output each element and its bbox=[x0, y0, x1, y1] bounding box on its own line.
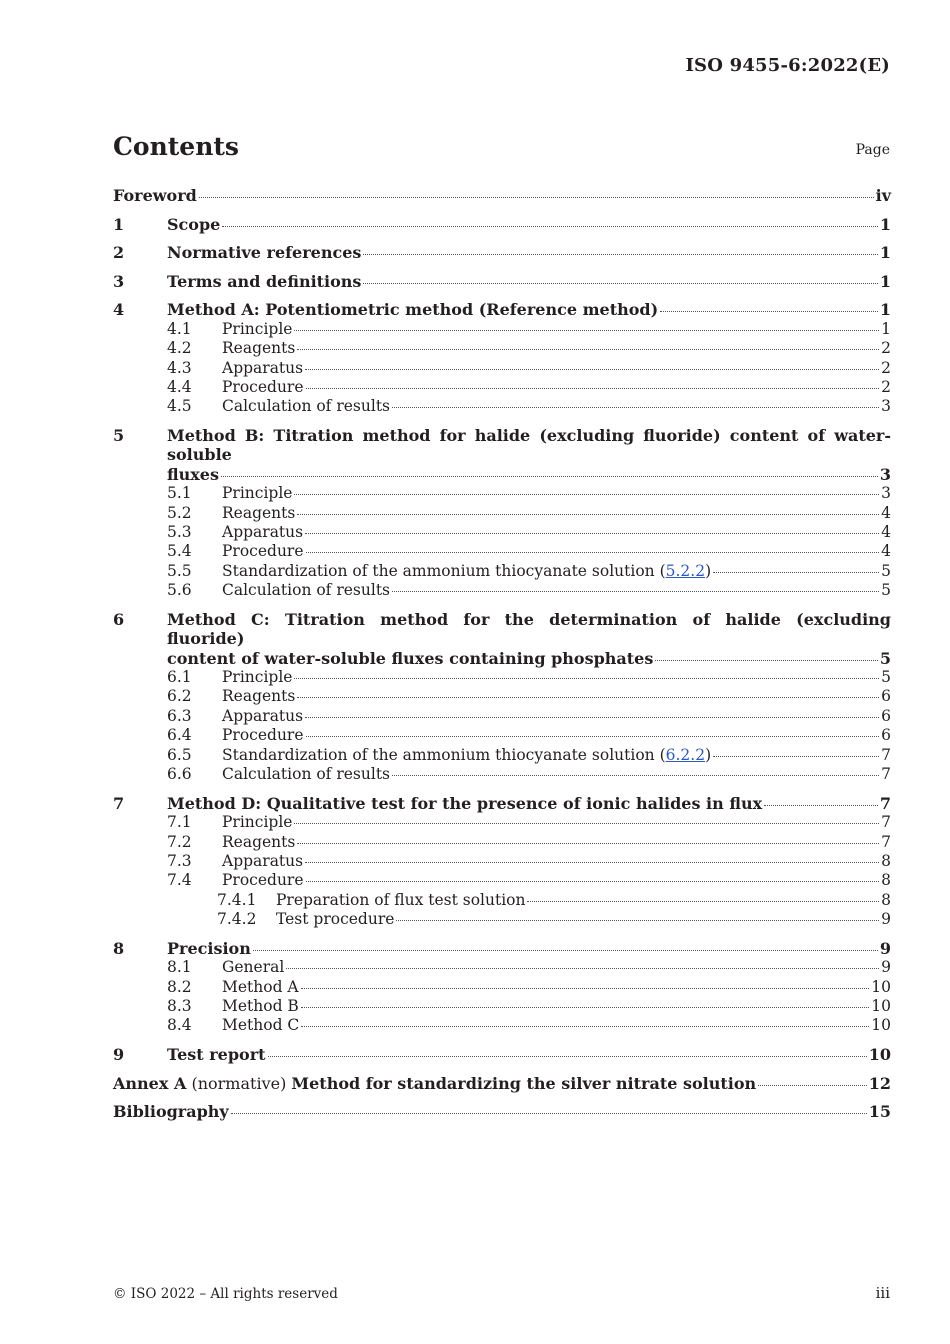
toc-entry-scope[interactable] bbox=[113, 215, 891, 234]
toc-number: 6.1 bbox=[167, 668, 192, 687]
toc-subentry[interactable] bbox=[113, 997, 891, 1016]
annex-label: Annex A bbox=[113, 1073, 187, 1093]
toc-subentry[interactable] bbox=[113, 852, 891, 871]
page-title: Contents bbox=[113, 132, 240, 161]
toc-page: 2 bbox=[881, 358, 891, 377]
document-id: ISO 9455-6:2022(E) bbox=[685, 55, 890, 76]
dot-leader bbox=[301, 988, 870, 989]
toc-subentry[interactable] bbox=[113, 746, 891, 765]
dot-leader bbox=[297, 514, 879, 515]
dot-leader bbox=[222, 226, 878, 227]
toc-title: Preparation of flux test solution bbox=[276, 890, 526, 909]
toc-title: Calculation of results bbox=[222, 765, 391, 784]
toc-page: 5 bbox=[879, 648, 891, 668]
toc-number: 7.4.2 bbox=[217, 910, 257, 929]
toc-title bbox=[222, 746, 711, 765]
dot-leader bbox=[221, 476, 878, 477]
table-of-contents bbox=[113, 186, 891, 1122]
dot-leader bbox=[268, 1056, 867, 1057]
toc-page: 3 bbox=[881, 484, 891, 503]
toc-number: 8.1 bbox=[167, 958, 192, 977]
toc-title-line-2: content of water-soluble fluxes containing phosphates bbox=[167, 648, 654, 668]
toc-page: 9 bbox=[881, 910, 891, 929]
toc-number: 7.2 bbox=[167, 832, 192, 851]
toc-page: 10 bbox=[871, 977, 891, 996]
toc-entry-annex-a[interactable] bbox=[113, 1074, 891, 1093]
annex-title: Method for standardizing the silver nitrate solution bbox=[291, 1073, 757, 1093]
toc-page: 1 bbox=[879, 243, 891, 263]
toc-number: 5.5 bbox=[167, 561, 192, 580]
dot-leader bbox=[392, 775, 879, 776]
toc-subentry[interactable] bbox=[113, 765, 891, 784]
toc-number: 4 bbox=[113, 300, 125, 320]
footer-page-number: iii bbox=[875, 1284, 890, 1302]
toc-number: 6.4 bbox=[167, 726, 192, 745]
toc-entry-method-a[interactable] bbox=[113, 300, 891, 319]
dot-leader bbox=[297, 349, 879, 350]
toc-title: Reagents bbox=[222, 832, 296, 851]
toc-page: 3 bbox=[881, 397, 891, 416]
toc-page: 6 bbox=[881, 726, 891, 745]
toc-number: 8.4 bbox=[167, 1016, 192, 1035]
toc-page: iv bbox=[875, 186, 891, 205]
toc-title-line-2: fluxes bbox=[167, 464, 219, 484]
toc-title: Procedure bbox=[222, 378, 304, 396]
toc-number: 4.4 bbox=[167, 378, 192, 396]
toc-subentry[interactable] bbox=[113, 562, 891, 581]
toc-subentry[interactable] bbox=[113, 581, 891, 600]
toc-subentry[interactable] bbox=[113, 871, 891, 890]
toc-title: Terms and definitions bbox=[167, 271, 362, 291]
toc-number: 4.1 bbox=[167, 319, 192, 338]
toc-page: 7 bbox=[881, 832, 891, 851]
toc-title-line-1: Method C: Titration method for the determination of halide (excluding fluoride) bbox=[167, 609, 891, 649]
toc-title: Foreword bbox=[113, 186, 197, 205]
toc-number: 4.5 bbox=[167, 397, 192, 416]
dot-leader bbox=[363, 254, 877, 255]
dot-leader bbox=[231, 1113, 867, 1114]
toc-subentry[interactable] bbox=[113, 320, 891, 339]
toc-number: 6.3 bbox=[167, 706, 192, 725]
toc-number: 5.1 bbox=[167, 484, 192, 503]
toc-number: 7.4.1 bbox=[217, 890, 257, 909]
toc-number: 6 bbox=[113, 609, 125, 629]
toc-number: 6.2 bbox=[167, 687, 192, 706]
toc-number: 5.3 bbox=[167, 523, 192, 542]
toc-title: Reagents bbox=[222, 503, 296, 522]
toc-title-close: ) bbox=[705, 561, 712, 580]
toc-number: 7 bbox=[113, 793, 125, 813]
dot-leader bbox=[297, 697, 879, 698]
toc-title: Precision bbox=[167, 938, 251, 958]
dot-leader bbox=[392, 591, 879, 592]
dot-leader bbox=[713, 756, 879, 757]
toc-subentry[interactable] bbox=[113, 668, 891, 687]
toc-title: Apparatus bbox=[222, 851, 304, 870]
toc-title: Apparatus bbox=[222, 358, 304, 377]
toc-entry-terms-definitions[interactable] bbox=[113, 272, 891, 291]
toc-subentry[interactable] bbox=[113, 687, 891, 706]
toc-page: 10 bbox=[871, 1016, 891, 1035]
toc-entry-normative-references[interactable] bbox=[113, 243, 891, 262]
dot-leader bbox=[305, 862, 879, 863]
toc-title: Test report bbox=[167, 1044, 266, 1064]
toc-subentry[interactable] bbox=[113, 726, 891, 745]
dot-leader bbox=[392, 407, 879, 408]
toc-page: 4 bbox=[881, 523, 891, 542]
toc-page: 5 bbox=[881, 561, 891, 580]
toc-subentry[interactable] bbox=[113, 504, 891, 523]
toc-entry-precision[interactable] bbox=[113, 939, 891, 958]
dot-leader bbox=[764, 805, 878, 806]
toc-title: Method C bbox=[222, 1016, 300, 1035]
toc-title: Scope bbox=[167, 214, 221, 234]
footer-copyright: © ISO 2022 – All rights reserved bbox=[113, 1286, 338, 1302]
toc-number: 8.2 bbox=[167, 977, 192, 996]
toc-title: Principle bbox=[222, 319, 293, 338]
toc-title bbox=[113, 1074, 756, 1093]
toc-title: Apparatus bbox=[222, 523, 304, 542]
toc-subentry[interactable] bbox=[113, 359, 891, 378]
toc-subentry[interactable] bbox=[113, 813, 891, 832]
toc-entry-bibliography[interactable] bbox=[113, 1102, 891, 1121]
dot-leader bbox=[527, 901, 879, 902]
toc-number: 2 bbox=[113, 243, 125, 263]
toc-title: Procedure bbox=[222, 542, 304, 561]
dot-leader bbox=[363, 283, 877, 284]
toc-number: 8.3 bbox=[167, 996, 192, 1015]
toc-title: Principle bbox=[222, 668, 293, 687]
toc-page: 8 bbox=[881, 890, 891, 909]
toc-page: 2 bbox=[881, 339, 891, 358]
dot-leader bbox=[294, 494, 879, 495]
toc-page: 1 bbox=[879, 300, 891, 320]
toc-page: 7 bbox=[881, 765, 891, 784]
toc-subsubentry[interactable] bbox=[113, 891, 891, 910]
toc-subentry[interactable] bbox=[113, 339, 891, 358]
toc-number: 5 bbox=[113, 426, 125, 445]
toc-subentry[interactable] bbox=[113, 1016, 891, 1035]
toc-number: 4.2 bbox=[167, 339, 192, 358]
toc-number: 6.5 bbox=[167, 745, 192, 764]
dot-leader bbox=[305, 369, 879, 370]
toc-page: 7 bbox=[881, 745, 891, 764]
toc-number: 5.2 bbox=[167, 503, 192, 522]
toc-title-close: ) bbox=[705, 745, 712, 764]
toc-number: 7.3 bbox=[167, 851, 192, 870]
toc-page: 5 bbox=[881, 668, 891, 687]
toc-title: Reagents bbox=[222, 687, 296, 706]
toc-number: 6.6 bbox=[167, 765, 192, 784]
toc-number: 4.3 bbox=[167, 358, 192, 377]
toc-page: 2 bbox=[881, 378, 891, 396]
toc-page: 6 bbox=[881, 706, 891, 725]
toc-title-line-1: Method B: Titration method for halide (excluding fluoride) content of water-soluble bbox=[167, 426, 891, 465]
toc-title: Principle bbox=[222, 813, 293, 832]
toc-page: 1 bbox=[879, 271, 891, 291]
toc-page: 8 bbox=[881, 871, 891, 890]
dot-leader bbox=[286, 968, 879, 969]
dot-leader bbox=[305, 533, 879, 534]
toc-number: 7.1 bbox=[167, 813, 192, 832]
reference-link[interactable]: 6.2.2 bbox=[665, 745, 706, 764]
toc-title: Reagents bbox=[222, 339, 296, 358]
dot-leader bbox=[305, 717, 879, 718]
toc-title: Calculation of results bbox=[222, 581, 391, 600]
toc-title-text: Standardization of the ammonium thiocyanate solution ( bbox=[222, 745, 666, 764]
dot-leader bbox=[306, 388, 880, 389]
toc-page: 9 bbox=[881, 958, 891, 977]
toc-title: Method D: Qualitative test for the presence of ionic halides in flux bbox=[167, 793, 763, 813]
dot-leader bbox=[306, 552, 880, 553]
toc-page: 1 bbox=[881, 319, 891, 338]
dot-leader bbox=[253, 950, 878, 951]
toc-title: Procedure bbox=[222, 871, 304, 890]
toc-subentry[interactable] bbox=[113, 523, 891, 542]
toc-entry-method-c[interactable] bbox=[113, 610, 891, 668]
toc-page: 7 bbox=[881, 813, 891, 832]
toc-number: 9 bbox=[113, 1044, 125, 1064]
dot-leader bbox=[294, 823, 879, 824]
toc-number: 5.6 bbox=[167, 581, 192, 600]
dot-leader bbox=[655, 660, 878, 661]
toc-number: 7.4 bbox=[167, 871, 192, 890]
toc-subentry[interactable] bbox=[113, 397, 891, 416]
toc-subentry[interactable] bbox=[113, 542, 891, 561]
toc-page: 6 bbox=[881, 687, 891, 706]
toc-page: 4 bbox=[881, 542, 891, 561]
reference-link[interactable]: 5.2.2 bbox=[665, 561, 706, 580]
toc-subentry[interactable] bbox=[113, 958, 891, 977]
toc-subentry[interactable] bbox=[113, 833, 891, 852]
toc-title: Normative references bbox=[167, 243, 362, 263]
toc-page: 7 bbox=[879, 793, 891, 813]
toc-title: Method B bbox=[222, 996, 299, 1015]
toc-number: 5.4 bbox=[167, 542, 192, 561]
toc-page: 10 bbox=[868, 1044, 891, 1064]
toc-page: 3 bbox=[879, 464, 891, 484]
toc-entry-method-d[interactable] bbox=[113, 794, 891, 813]
dot-leader bbox=[396, 920, 879, 921]
toc-title: Procedure bbox=[222, 726, 304, 745]
toc-page: 1 bbox=[879, 214, 891, 234]
toc-entry-method-b[interactable] bbox=[113, 426, 891, 484]
dot-leader bbox=[294, 678, 879, 679]
toc-title: Bibliography bbox=[113, 1102, 229, 1122]
toc-number: 8 bbox=[113, 938, 125, 958]
dot-leader bbox=[294, 330, 879, 331]
toc-number: 3 bbox=[113, 271, 125, 291]
dot-leader bbox=[306, 736, 880, 737]
dot-leader bbox=[758, 1085, 867, 1086]
toc-subentry[interactable] bbox=[113, 484, 891, 503]
dot-leader bbox=[306, 881, 880, 882]
toc-title bbox=[222, 562, 711, 581]
toc-title: Calculation of results bbox=[222, 397, 391, 416]
toc-entry-test-report[interactable] bbox=[113, 1045, 891, 1064]
toc-page: 15 bbox=[868, 1102, 891, 1122]
dot-leader bbox=[301, 1007, 869, 1008]
toc-subentry[interactable] bbox=[113, 978, 891, 997]
dot-leader bbox=[713, 572, 879, 573]
toc-page: 12 bbox=[868, 1073, 891, 1093]
dot-leader bbox=[301, 1026, 869, 1027]
toc-title: Method A: Potentiometric method (Reference method) bbox=[167, 300, 659, 320]
dot-leader bbox=[297, 843, 879, 844]
toc-page: 8 bbox=[881, 851, 891, 870]
toc-page: 9 bbox=[879, 938, 891, 958]
toc-number: 1 bbox=[113, 214, 125, 234]
toc-page: 5 bbox=[881, 581, 891, 600]
page-column-label: Page bbox=[855, 142, 890, 158]
toc-title-text: Standardization of the ammonium thiocyanate solution ( bbox=[222, 561, 666, 580]
toc-page: 4 bbox=[881, 503, 891, 522]
dot-leader bbox=[199, 197, 874, 198]
toc-title: Test procedure bbox=[276, 910, 395, 929]
toc-subentry[interactable] bbox=[113, 707, 891, 726]
toc-entry-foreword[interactable] bbox=[113, 186, 891, 205]
toc-subentry[interactable] bbox=[113, 378, 891, 397]
toc-subsubentry[interactable] bbox=[113, 910, 891, 929]
toc-title: Method A bbox=[222, 977, 299, 996]
annex-qualifier: (normative) bbox=[186, 1073, 292, 1093]
toc-page: 10 bbox=[871, 996, 891, 1015]
toc-title: Principle bbox=[222, 484, 293, 503]
toc-title: Apparatus bbox=[222, 706, 304, 725]
toc-title: General bbox=[222, 958, 285, 977]
dot-leader bbox=[660, 311, 878, 312]
